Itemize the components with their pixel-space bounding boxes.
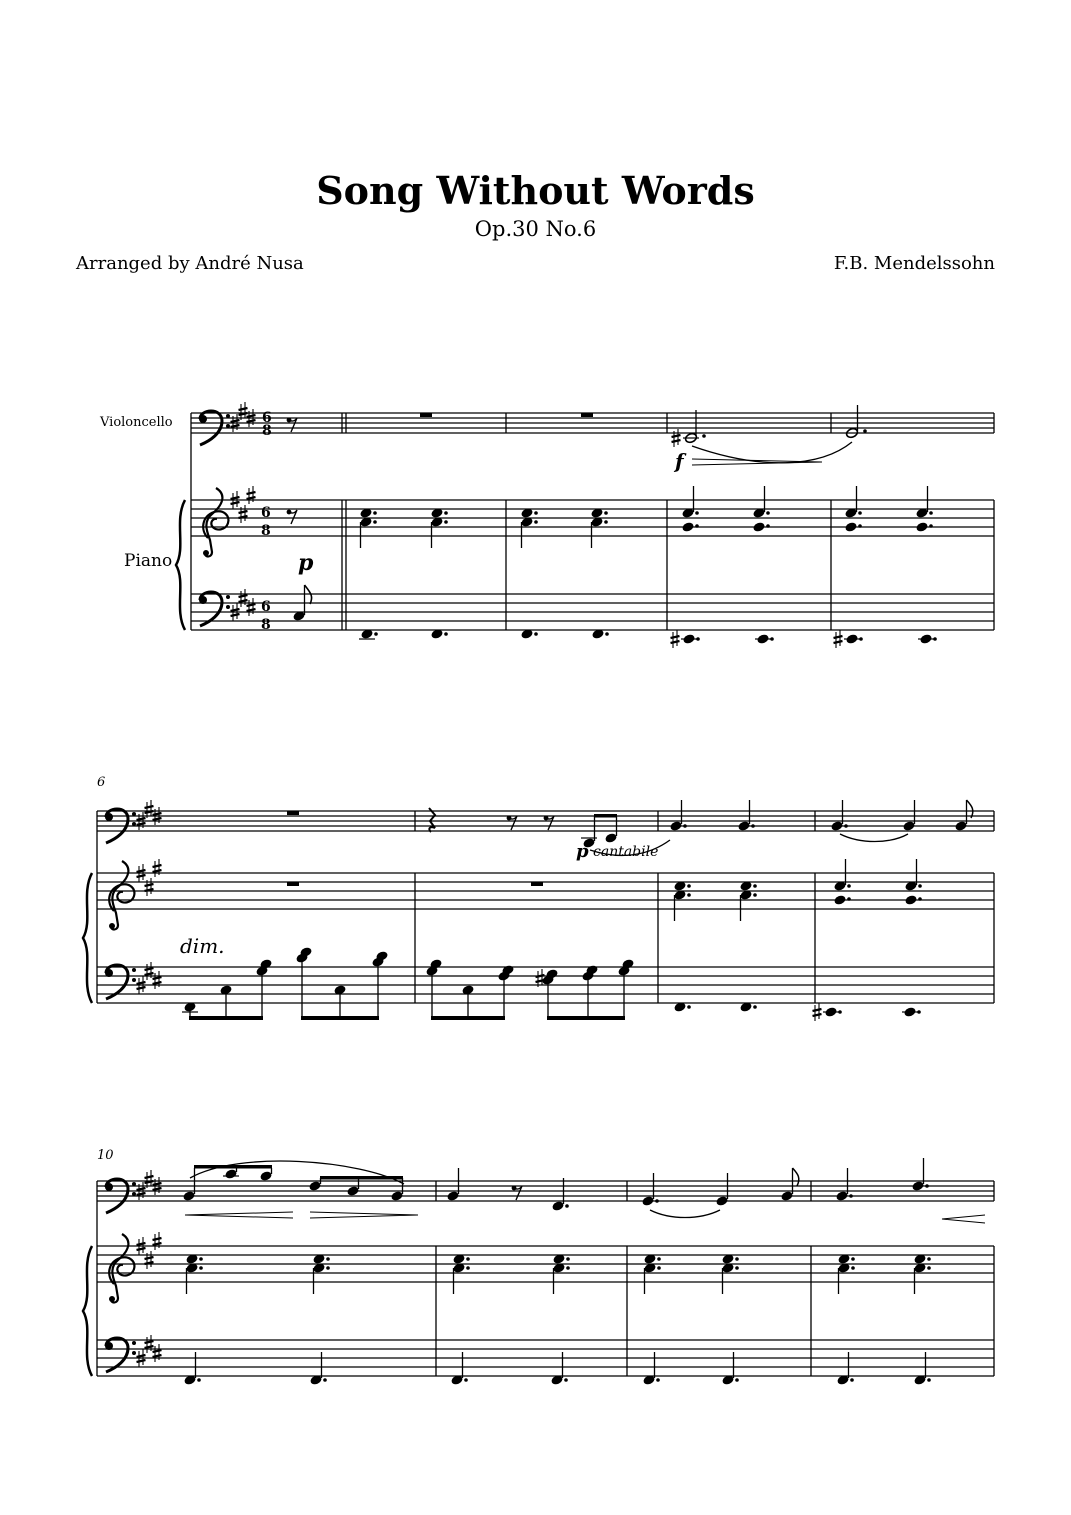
time-sig-num: 6 — [261, 599, 271, 615]
measure-number-10: 10 — [97, 1148, 114, 1163]
piano-dynamic-p: p — [298, 550, 314, 576]
cello-staff — [97, 811, 994, 831]
time-sig-num: 6 — [262, 410, 272, 426]
system-1 — [99, 402, 994, 648]
piano-bass-staff — [97, 1340, 994, 1376]
time-sig-num: 6 — [261, 505, 271, 521]
time-sig-den: 8 — [262, 423, 272, 439]
treble-clef-icon — [109, 1234, 134, 1303]
treble-clef-icon — [109, 861, 134, 930]
piano-treble-staff — [97, 873, 994, 909]
cello-dynamic-f: f — [675, 449, 684, 473]
cello-label: Violoncello — [100, 415, 173, 430]
piano-treble-staff — [191, 500, 994, 536]
composer-credit: F.B. Mendelssohn — [833, 253, 995, 274]
piano-label: Piano — [124, 551, 173, 571]
piano-brace — [83, 1246, 92, 1376]
diminuendo-marking: dim. — [180, 934, 225, 958]
piano-brace — [176, 500, 185, 630]
bass-notes-sys1 — [359, 628, 937, 648]
system-2 — [83, 775, 994, 1021]
treble-clef-icon — [203, 488, 228, 557]
piano-brace — [83, 873, 92, 1003]
treble-chords-sys1 — [359, 486, 932, 548]
time-sig-den: 8 — [261, 617, 271, 633]
cantabile-marking: cantabile — [593, 844, 659, 860]
arranger-credit: Arranged by André Nusa — [76, 253, 304, 274]
time-sig-den: 8 — [261, 523, 271, 539]
piano-treble-staff — [97, 1246, 994, 1282]
bass-notes-sys3 — [183, 1352, 930, 1386]
system-3 — [83, 1148, 994, 1386]
score-subtitle: Op.30 No.6 — [474, 217, 597, 241]
measure-number-6: 6 — [97, 775, 106, 790]
cello-dynamic-p: p — [576, 841, 589, 862]
cello-staff — [97, 1181, 994, 1201]
score-title: Song Without Words — [316, 168, 755, 213]
piano-bass-staff — [97, 967, 994, 1003]
